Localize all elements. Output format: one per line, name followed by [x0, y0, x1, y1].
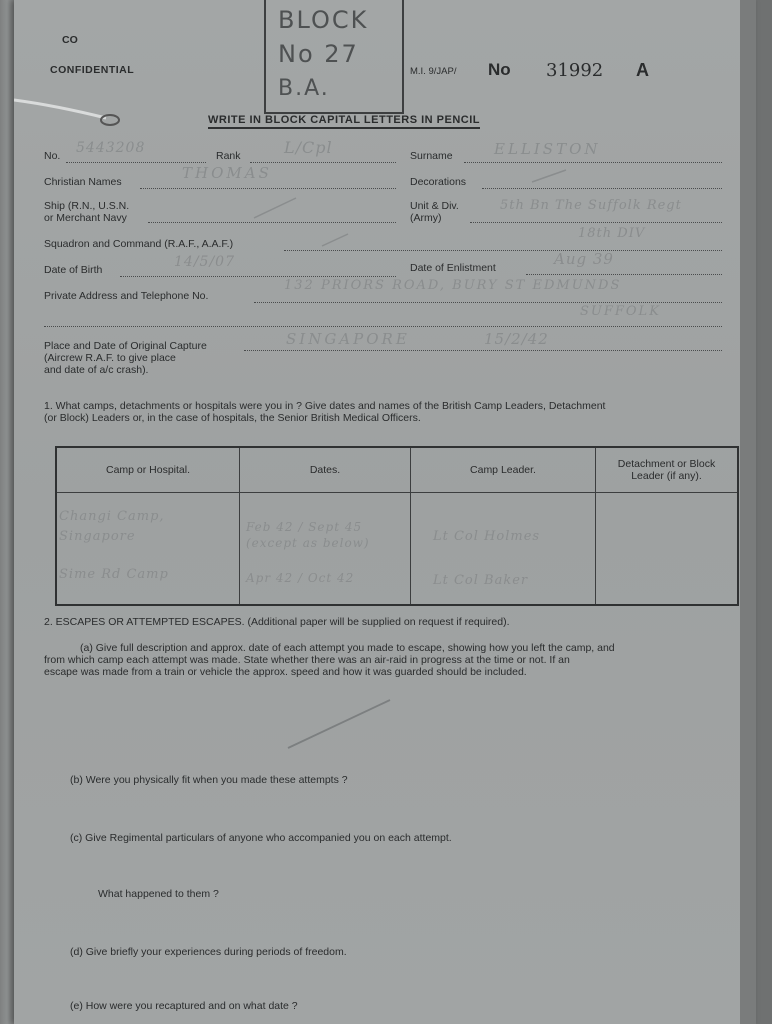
camps-cell-detachment	[596, 493, 739, 605]
document-suffix: A	[636, 60, 649, 80]
christian-names-label: Christian Names	[44, 176, 122, 188]
address-value-line-2: SUFFOLK	[580, 304, 661, 319]
number-label: No	[488, 60, 511, 79]
document-number: 31992	[546, 60, 604, 81]
rank-label: Rank	[216, 150, 241, 162]
escape-answer-stroke	[284, 696, 394, 752]
table-cell: Apr 42 / Oct 42	[246, 571, 355, 585]
unit-value-line-1: 5th Bn The Suffolk Regt	[500, 198, 682, 213]
unit-value-line-2: 18th DIV	[578, 226, 646, 241]
capture-place-value: SINGAPORE	[286, 330, 410, 348]
escapes-heading: 2. ESCAPES OR ATTEMPTED ESCAPES. (Additional paper will be supplied on request if required).	[44, 616, 510, 628]
camps-cell-leader	[411, 493, 596, 605]
question-2a: (a) Give full description and approx. date of each attempt you made to escape, showing how you left the camp, and from which camp each attempt was made. State whether there was an air-raid in progress at the time or not. If an escape was made from a train or vehicle the approx. speed and how it was guarded should be included.	[44, 642, 615, 678]
question-2c-followup: What happened to them ?	[98, 888, 219, 900]
ref-code: M.I. 9/JAP/	[410, 66, 457, 77]
capture-label: Place and Date of Original Capture (Aircrew R.A.F. to give place and date of a/c crash).	[44, 340, 207, 376]
rank-value: L/Cpl	[284, 138, 333, 157]
background-edge	[740, 0, 756, 1024]
question-2b: (b) Were you physically fit when you made these attempts ?	[70, 774, 348, 786]
decorations-label: Decorations	[410, 176, 467, 188]
table-row	[56, 493, 738, 605]
squadron-label: Squadron and Command (R.A.F., A.A.F.)	[44, 238, 234, 250]
camps-header-dates: Dates.	[240, 447, 411, 493]
confidential-top: CO	[62, 34, 78, 46]
address-label: Private Address and Telephone No.	[44, 290, 209, 302]
question-1: 1. What camps, detachments or hospitals were you in ? Give dates and names of the British Camp Leaders, Detachment (or Block) Leaders or, in the case of hospitals, the Senior British Medical Officers.	[44, 400, 606, 424]
confidential-label: CONFIDENTIAL	[50, 64, 135, 76]
squadron-dash	[320, 232, 350, 248]
question-2e: (e) How were you recaptured and on what date ?	[70, 1000, 298, 1012]
question-2c: (c) Give Regimental particulars of anyone who accompanied you on each attempt.	[70, 832, 452, 844]
service-number-value: 5443208	[76, 140, 146, 156]
address-value-line-1: 132 PRIORS ROAD, BURY ST EDMUNDS	[284, 278, 622, 293]
camps-cell-dates	[240, 493, 411, 605]
capture-date-value: 15/2/42	[484, 330, 549, 348]
unit-label: Unit & Div. (Army)	[410, 200, 459, 224]
camps-table-header	[56, 447, 738, 493]
tag-string	[14, 96, 134, 126]
stamp-line-2: No 27	[278, 40, 359, 68]
table-cell: Changi Camp, Singapore	[59, 509, 165, 544]
camps-cell-camp	[56, 493, 240, 605]
document-sheet	[14, 0, 756, 1024]
ship-dash	[252, 196, 298, 220]
date-of-birth-value: 14/5/07	[174, 254, 235, 270]
stamp-line-3: B.A.	[278, 76, 330, 101]
block-stamp	[264, 0, 404, 114]
stamp-line-1: BLOCK	[278, 6, 369, 34]
camps-header-camp: Camp or Hospital.	[56, 447, 240, 493]
camps-header-leader: Camp Leader.	[411, 447, 596, 493]
camps-header-detachment: Detachment or Block Leader (if any).	[596, 447, 739, 493]
enlistment-value: Aug 39	[554, 250, 614, 268]
date-of-birth-label: Date of Birth	[44, 264, 103, 276]
table-cell: Feb 42 / Sept 45 (except as below)	[246, 520, 370, 550]
enlistment-label: Date of Enlistment	[410, 262, 496, 274]
binder-edge	[0, 0, 14, 1024]
table-cell: Sime Rd Camp	[59, 567, 169, 582]
ship-label: Ship (R.N., U.S.N. or Merchant Navy	[44, 200, 130, 224]
christian-names-value: THOMAS	[182, 164, 272, 182]
instruction-heading: WRITE IN BLOCK CAPITAL LETTERS IN PENCIL	[208, 114, 480, 129]
table-cell: Lt Col Holmes	[433, 529, 541, 544]
surname-label: Surname	[410, 150, 453, 162]
table-cell: Lt Col Baker	[433, 573, 529, 588]
surname-value: ELLISTON	[494, 140, 601, 158]
question-2d: (d) Give briefly your experiences during periods of freedom.	[70, 946, 347, 958]
decorations-dash	[530, 168, 570, 184]
no-label: No.	[44, 150, 61, 162]
camps-table	[55, 446, 739, 606]
